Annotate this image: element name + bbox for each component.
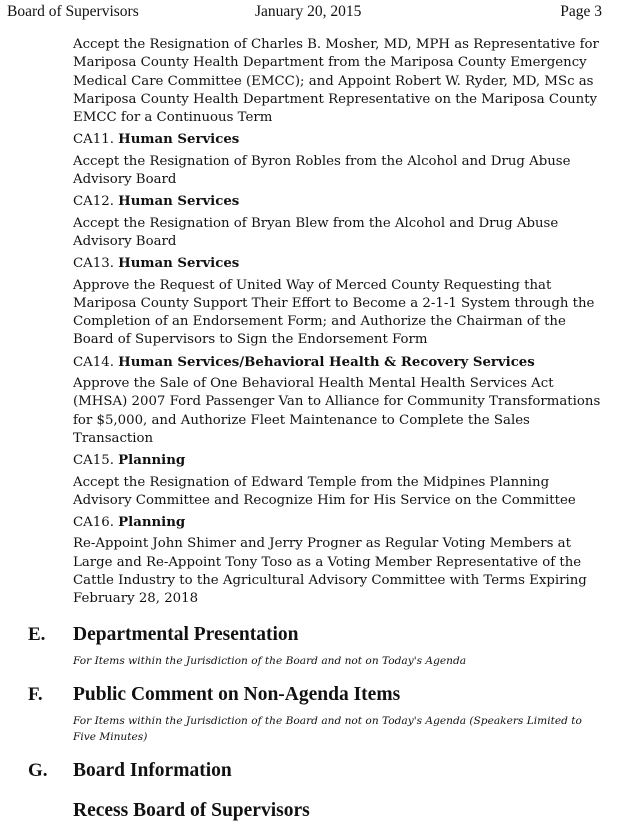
agenda-item-number: CA11. <box>73 132 114 148</box>
agenda-item-ca14 <box>73 354 603 448</box>
section-letter: E. <box>28 624 46 645</box>
page-header <box>7 3 602 23</box>
agenda-item-department: Human Services <box>118 194 240 210</box>
section-subtitle: For Items within the Jurisdiction of the Board and not on Today's Agenda (Speakers Limited to Five Minutes) <box>73 715 582 743</box>
agenda-item-body: Accept the Resignation of Edward Temple from the Midpines Planning Advisory Committee and Recognize Him for His Service on the Committee <box>73 474 576 508</box>
section-letter: G. <box>28 760 48 781</box>
agenda-item-ca12 <box>73 193 603 251</box>
agenda-item-number: CA12. <box>73 194 114 210</box>
agenda-item-department: Planning <box>118 515 186 531</box>
agenda-item-heading <box>73 131 603 149</box>
agenda-item-body: Re-Appoint John Shimer and Jerry Progner as Regular Voting Members at Large and Re-Appoint Tony Toso as a Voting Member Representative of the Cattle Industry to the Agricultural Advisory Committee with Terms Expiring February 28, 2018 <box>73 536 587 607</box>
agenda-item-heading <box>73 514 603 532</box>
agenda-item-body: Accept the Resignation of Byron Robles from the Alcohol and Drug Abuse Advisory Board <box>73 153 571 188</box>
section-title: Recess Board of Supervisors <box>73 800 310 821</box>
section-title: Board Information <box>73 760 232 781</box>
header-page-number: Page 3 <box>560 3 602 20</box>
agenda-item-department: Human Services <box>118 256 240 272</box>
agenda-item-heading <box>73 452 603 470</box>
consent-agenda-items <box>73 36 603 613</box>
agenda-item-number: CA13. <box>73 256 114 272</box>
agenda-item-ca11 <box>73 131 603 189</box>
header-date: January 20, 2015 <box>255 3 362 20</box>
agenda-item-body: Approve the Sale of One Behavioral Health Mental Health Services Act (MHSA) 2007 Ford Passenger Van to Alliance for Community Transformations for $5,000, and Authorize Fleet Maintenance to Complete the Sales Transaction <box>73 376 601 446</box>
agenda-item-ca15 <box>73 452 603 510</box>
agenda-item-number: CA16. <box>73 515 114 531</box>
agenda-item-number: CA14. <box>73 354 114 370</box>
agenda-item-department: Planning <box>118 453 186 469</box>
section-subtitle: For Items within the Jurisdiction of the Board and not on Today's Agenda <box>73 655 467 667</box>
agenda-item-department: Human Services/Behavioral Health & Recovery Services <box>118 354 535 370</box>
agenda-item-ca10-continued <box>73 36 603 127</box>
agenda-item-heading <box>73 193 603 211</box>
section-letter: F. <box>28 684 43 705</box>
agenda-item-body: Accept the Resignation of Bryan Blew from the Alcohol and Drug Abuse Advisory Board <box>73 215 559 249</box>
agenda-item-ca16 <box>73 514 603 608</box>
agenda-item-ca13 <box>73 255 603 349</box>
agenda-item-heading <box>73 255 603 273</box>
agenda-item-body: Accept the Resignation of Charles B. Mosher, MD, MPH as Representative for Mariposa County Health Department from the Mariposa County Emergency Medical Care Committee (EMCC); and Appoint Robert W. Ryder, MD, MSc as Mariposa County Health Department Representative on the Mariposa County EMCC for a Continuous Term <box>73 37 599 126</box>
agenda-item-heading <box>73 354 603 372</box>
section-title: Departmental Presentation <box>73 624 299 645</box>
header-board-name: Board of Supervisors <box>7 3 139 20</box>
agenda-item-department: Human Services <box>118 132 240 148</box>
agenda-item-body: Approve the Request of United Way of Merced County Requesting that Mariposa County Support Their Effort to Become a 2-1-1 System through the Completion of an Endorsement Form; and Authorize the Chairman of the Board of Supervisors to Sign the Endorsement Form <box>73 277 595 348</box>
section-title: Public Comment on Non-Agenda Items <box>73 684 401 705</box>
agenda-item-number: CA15. <box>73 453 114 469</box>
